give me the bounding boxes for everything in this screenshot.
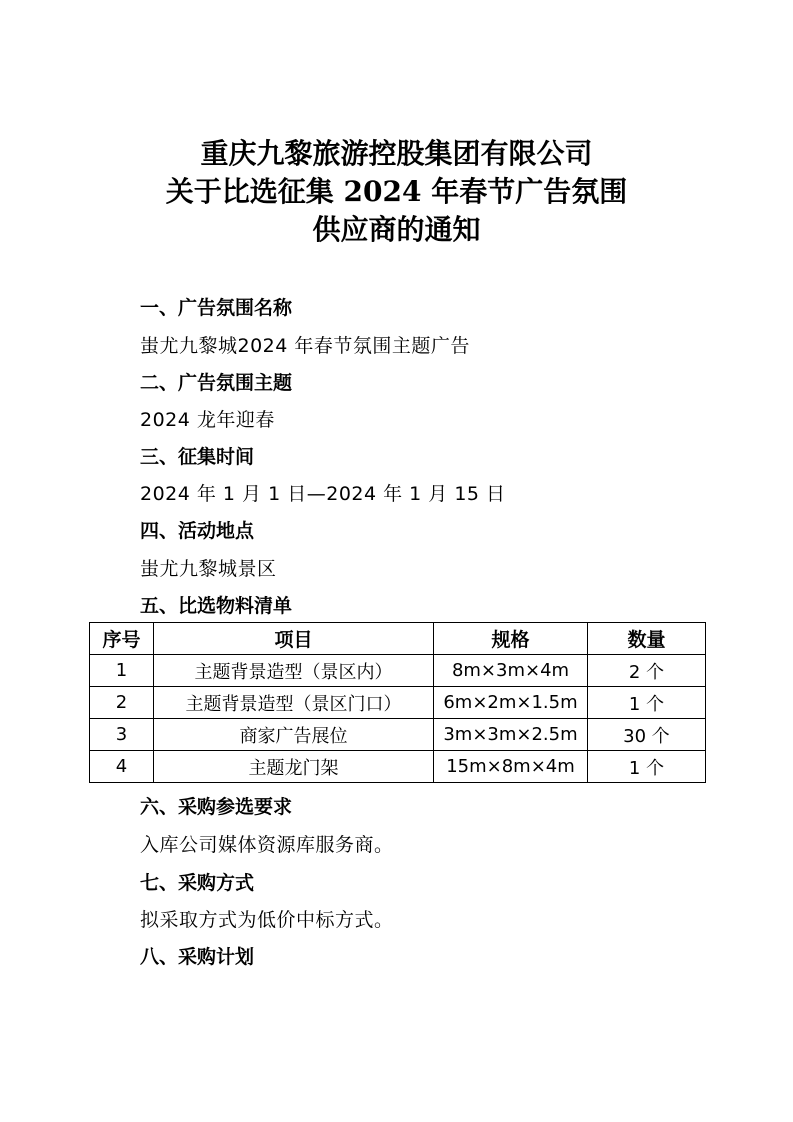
section-heading-name: 一、广告氛围名称 [140, 297, 293, 319]
table-row [90, 719, 706, 751]
section-text-theme: 2024 龙年迎春 [140, 409, 275, 431]
section-heading-method: 七、采购方式 [140, 872, 255, 894]
section-heading-requirements: 六、采购参选要求 [140, 796, 293, 818]
section-heading-time: 三、征集时间 [140, 446, 255, 468]
cell-item: 主题背景造型（景区门口） [154, 687, 434, 719]
cell-quantity: 1 个 [588, 751, 706, 783]
cell-item: 主题龙门架 [154, 751, 434, 783]
header-index: 序号 [90, 623, 154, 655]
cell-quantity: 1 个 [588, 687, 706, 719]
section-heading-theme: 二、广告氛围主题 [140, 372, 293, 394]
section-heading-location: 四、活动地点 [140, 520, 255, 542]
cell-index: 1 [90, 655, 154, 687]
document-title-line-3: 供应商的通知 [312, 213, 481, 246]
cell-spec: 8m×3m×4m [434, 655, 588, 687]
section-text-time: 2024 年 1 月 1 日—2024 年 1 月 15 日 [140, 483, 506, 505]
cell-quantity: 30 个 [588, 719, 706, 751]
cell-index: 2 [90, 687, 154, 719]
table-row [90, 751, 706, 783]
header-item: 项目 [154, 623, 434, 655]
header-quantity: 数量 [588, 623, 706, 655]
cell-item: 主题背景造型（景区内） [154, 655, 434, 687]
cell-spec: 3m×3m×2.5m [434, 719, 588, 751]
materials-table [89, 622, 706, 783]
document-title-line-2: 关于比选征集 2024 年春节广告氛围 [165, 175, 628, 208]
cell-spec: 15m×8m×4m [434, 751, 588, 783]
cell-spec: 6m×2m×1.5m [434, 687, 588, 719]
document-title-line-1: 重庆九黎旅游控股集团有限公司 [200, 137, 593, 170]
section-text-requirements: 入库公司媒体资源库服务商。 [140, 834, 394, 856]
section-text-name: 蚩尤九黎城2024 年春节氛围主题广告 [140, 335, 470, 357]
section-heading-materials: 五、比选物料清单 [140, 595, 293, 617]
cell-item: 商家广告展位 [154, 719, 434, 751]
header-spec: 规格 [434, 623, 588, 655]
cell-quantity: 2 个 [588, 655, 706, 687]
table-row [90, 687, 706, 719]
cell-index: 4 [90, 751, 154, 783]
section-text-method: 拟采取方式为低价中标方式。 [140, 909, 394, 931]
section-text-location: 蚩尤九黎城景区 [140, 558, 277, 580]
cell-index: 3 [90, 719, 154, 751]
table-header-row [90, 623, 706, 655]
table-row [90, 655, 706, 687]
section-heading-plan: 八、采购计划 [140, 946, 255, 968]
